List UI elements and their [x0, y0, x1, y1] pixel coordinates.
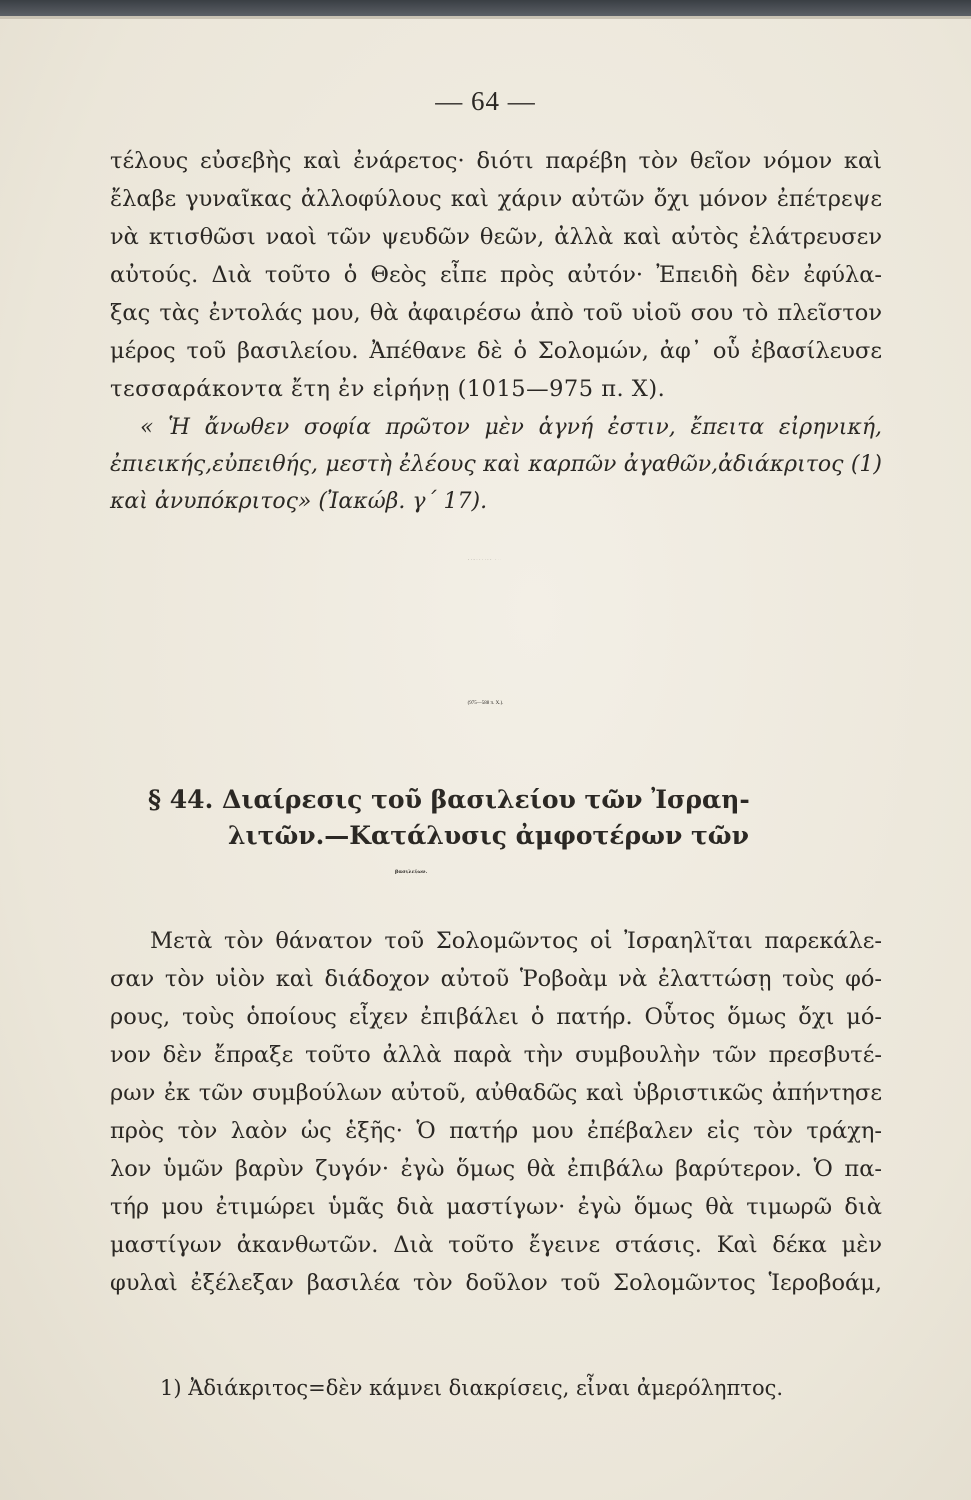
text-line: ρους, τοὺς ὁποίους εἶχεν ἐπιβάλει ὁ πατήρ. Οὗτος ὅμως ὄχι μό-: [110, 1004, 882, 1030]
text-line: ἔλαβε γυναῖκας ἀλλοφύλους καὶ χάριν αὐτῶν ὄχι μόνον ἐπέτρεψε: [110, 186, 882, 212]
section-heading: § 44. Διαίρεσις τοῦ βασιλείου τῶν Ἰσραη-: [148, 785, 750, 814]
text-line: φυλαὶ ἐξέλεξαν βασιλέα τὸν δοῦλον τοῦ Σολομῶντος Ἱεροβοάμ,: [110, 1270, 882, 1296]
text-line: τήρ μου ἐτιμώρει ὑμᾶς διὰ μαστίγων· ἐγὼ ὅμως θὰ τιμωρῶ διὰ: [110, 1194, 882, 1220]
text-line: μέρος τοῦ βασιλείου. Ἀπέθανε δὲ ὁ Σολομών, ἀφ᾽ οὗ ἐβασίλευσε: [110, 338, 882, 364]
text-line: αὐτούς. Διὰ τοῦτο ὁ Θεὸς εἶπε πρὸς αὐτόν· Ἐπειδὴ δὲν ἐφύλα-: [110, 262, 882, 288]
quote-line: καὶ ἀνυπόκριτος» (Ἰακώβ. γ´ 17).: [110, 489, 488, 514]
text-line: σαν τὸν υἱὸν καὶ διάδοχον αὐτοῦ Ῥοβοὰμ νὰ ἐλαττώσῃ τοὺς φό-: [110, 966, 882, 992]
chapter-dates: (975—588 π. Χ.).: [467, 701, 504, 706]
text-line: νον δὲν ἔπραξε τοῦτο ἀλλὰ παρὰ τὴν συμβουλὴν τῶν πρεσβυτέ-: [110, 1042, 882, 1068]
scan-top-edge: [0, 0, 971, 16]
footnote: 1) Ἀδιάκριτος=δὲν κάμνει διακρίσεις, εἶναι ἀμερόληπτος.: [160, 1376, 784, 1400]
text-line: ξας τὰς ἐντολάς μου, θὰ ἀφαιρέσω ἀπὸ τοῦ υἱοῦ σου τὸ πλεῖστον: [110, 300, 882, 326]
text-line: νὰ κτισθῶσι ναοὶ τῶν ψευδῶν θεῶν, ἀλλὰ καὶ αὐτὸς ἐλάτρευσεν: [110, 224, 882, 250]
footnote-separator: [110, 1340, 170, 1341]
text-line: λον ὑμῶν βαρὺν ζυγόν· ἐγὼ ὅμως θὰ ἐπιβάλω βαρύτερον. Ὁ πα-: [110, 1156, 882, 1182]
page-number: — 64 —: [435, 86, 536, 116]
text-line: τεσσαράκοντα ἔτη ἐν εἰρήνῃ (1015—975 π. Χ).: [110, 376, 666, 402]
section-heading: βασιλείων.: [395, 869, 428, 875]
quote-line: ἐπιεικής,εὐπειθής, μεστὴ ἐλέους καὶ καρπῶν ἀγαθῶν,ἀδιάκριτος (1): [110, 452, 882, 477]
text-line: Μετὰ τὸν θάνατον τοῦ Σολομῶντος οἱ Ἰσραηλῖται παρεκάλε-: [150, 928, 882, 954]
text-line: τέλους εὐσεβὴς καὶ ἐνάρετος· διότι παρέβη τὸν θεῖον νόμον καὶ: [110, 148, 882, 174]
text-line: πρὸς τὸν λαὸν ὡς ἑξῆς· Ὁ πατήρ μου ἐπέβαλεν εἰς τὸν τράχη-: [110, 1118, 882, 1144]
quote-line: « Ἡ ἄνωθεν σοφία πρῶτον μὲν ἁγνή ἐστιν, ἔπειτα εἰρηνική,: [140, 415, 882, 440]
section-heading: λιτῶν.—Κατάλυσις ἀμφοτέρων τῶν: [228, 821, 749, 850]
chapter-title: ΚΕΦΑΛΑΙΟΝ ϛ´.: [468, 560, 503, 561]
text-line: μαστίγων ἀκανθωτῶν. Διὰ τοῦτο ἔγεινε στάσις. Καὶ δέκα μὲν: [110, 1232, 882, 1258]
text-line: ρων ἐκ τῶν συμβούλων αὐτοῦ, αὐθαδῶς καὶ ὑβριστικῶς ἀπήντησε: [110, 1080, 882, 1106]
